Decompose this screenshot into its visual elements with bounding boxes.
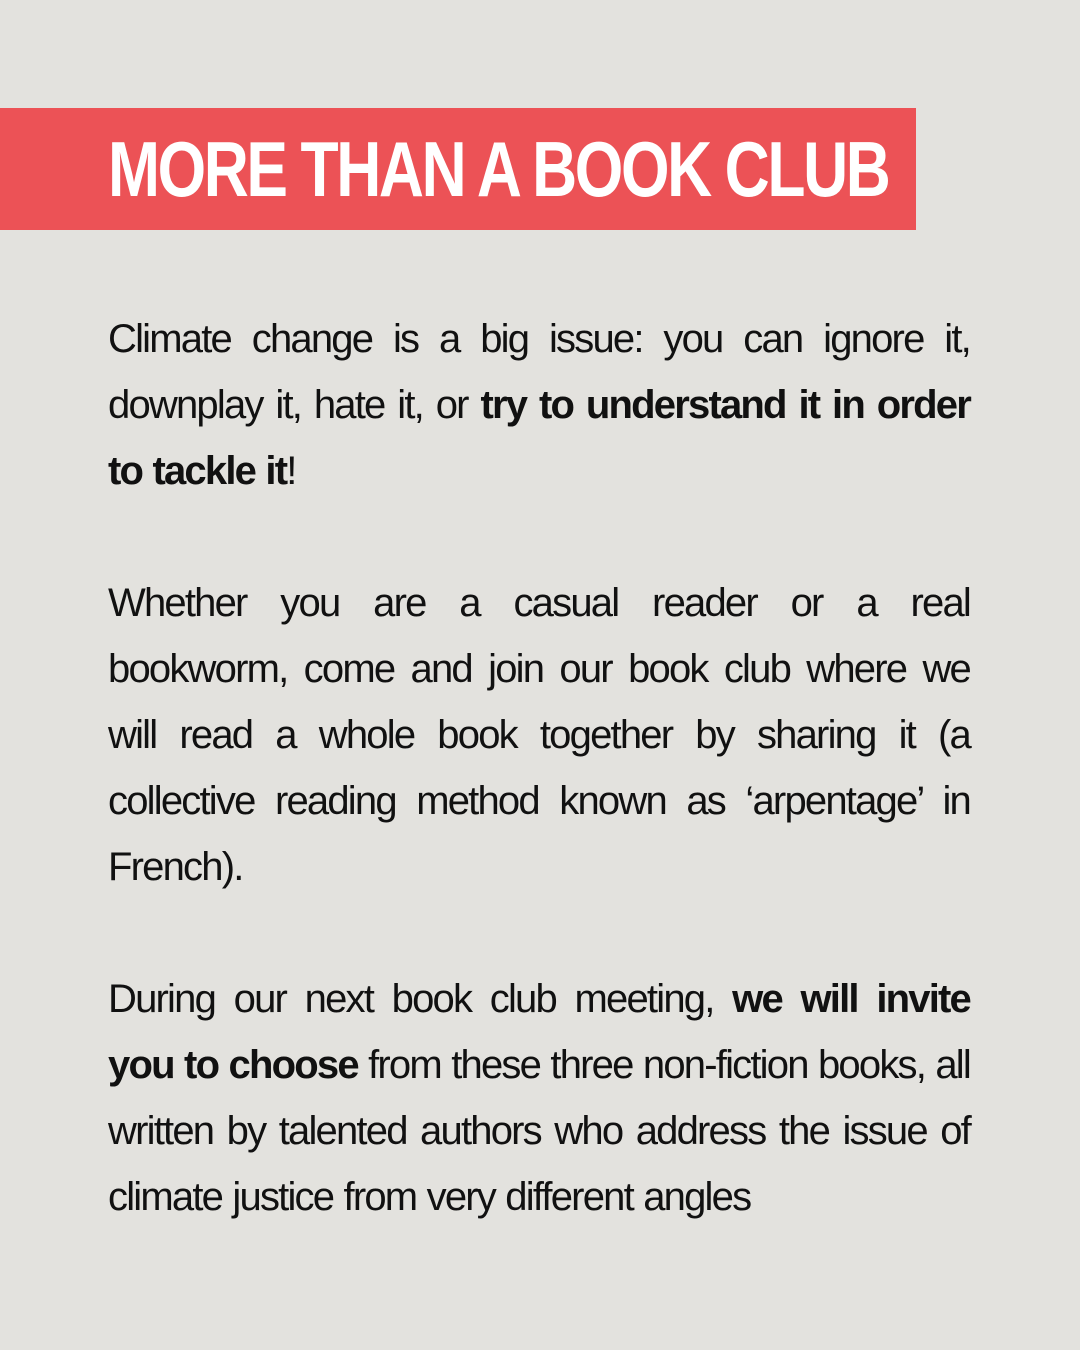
paragraph-intro-end: ! xyxy=(286,449,296,493)
paragraph-intro xyxy=(108,306,970,504)
paragraph-intro-text: Climate change is a big issue: you can ignore it, downplay it, hate it, or xyxy=(108,317,970,427)
title-banner xyxy=(0,108,916,230)
body-text xyxy=(108,306,970,1296)
paragraph-next-meeting-text: During our next book club meeting, xyxy=(108,977,733,1021)
paragraph-invitation-text: Whether you are a casual reader or a real bookworm, come and join our book club where we will read a whole book together by sharing it (a collective reading method known as ‘arpentage’ in French). xyxy=(108,581,970,889)
paragraph-next-meeting xyxy=(108,966,970,1230)
page-title: MORE THAN A BOOK CLUB xyxy=(108,125,889,213)
paragraph-intro-emphasis: try to understand it in order to tackle it xyxy=(108,383,970,493)
paragraph-invitation xyxy=(108,570,970,900)
paragraph-next-meeting-emphasis: we will invite you to choose xyxy=(108,977,971,1087)
paragraph-next-meeting-end: from these three non-fiction books, all written by talented authors who address the issue of climate justice from very different angles xyxy=(108,1043,970,1219)
